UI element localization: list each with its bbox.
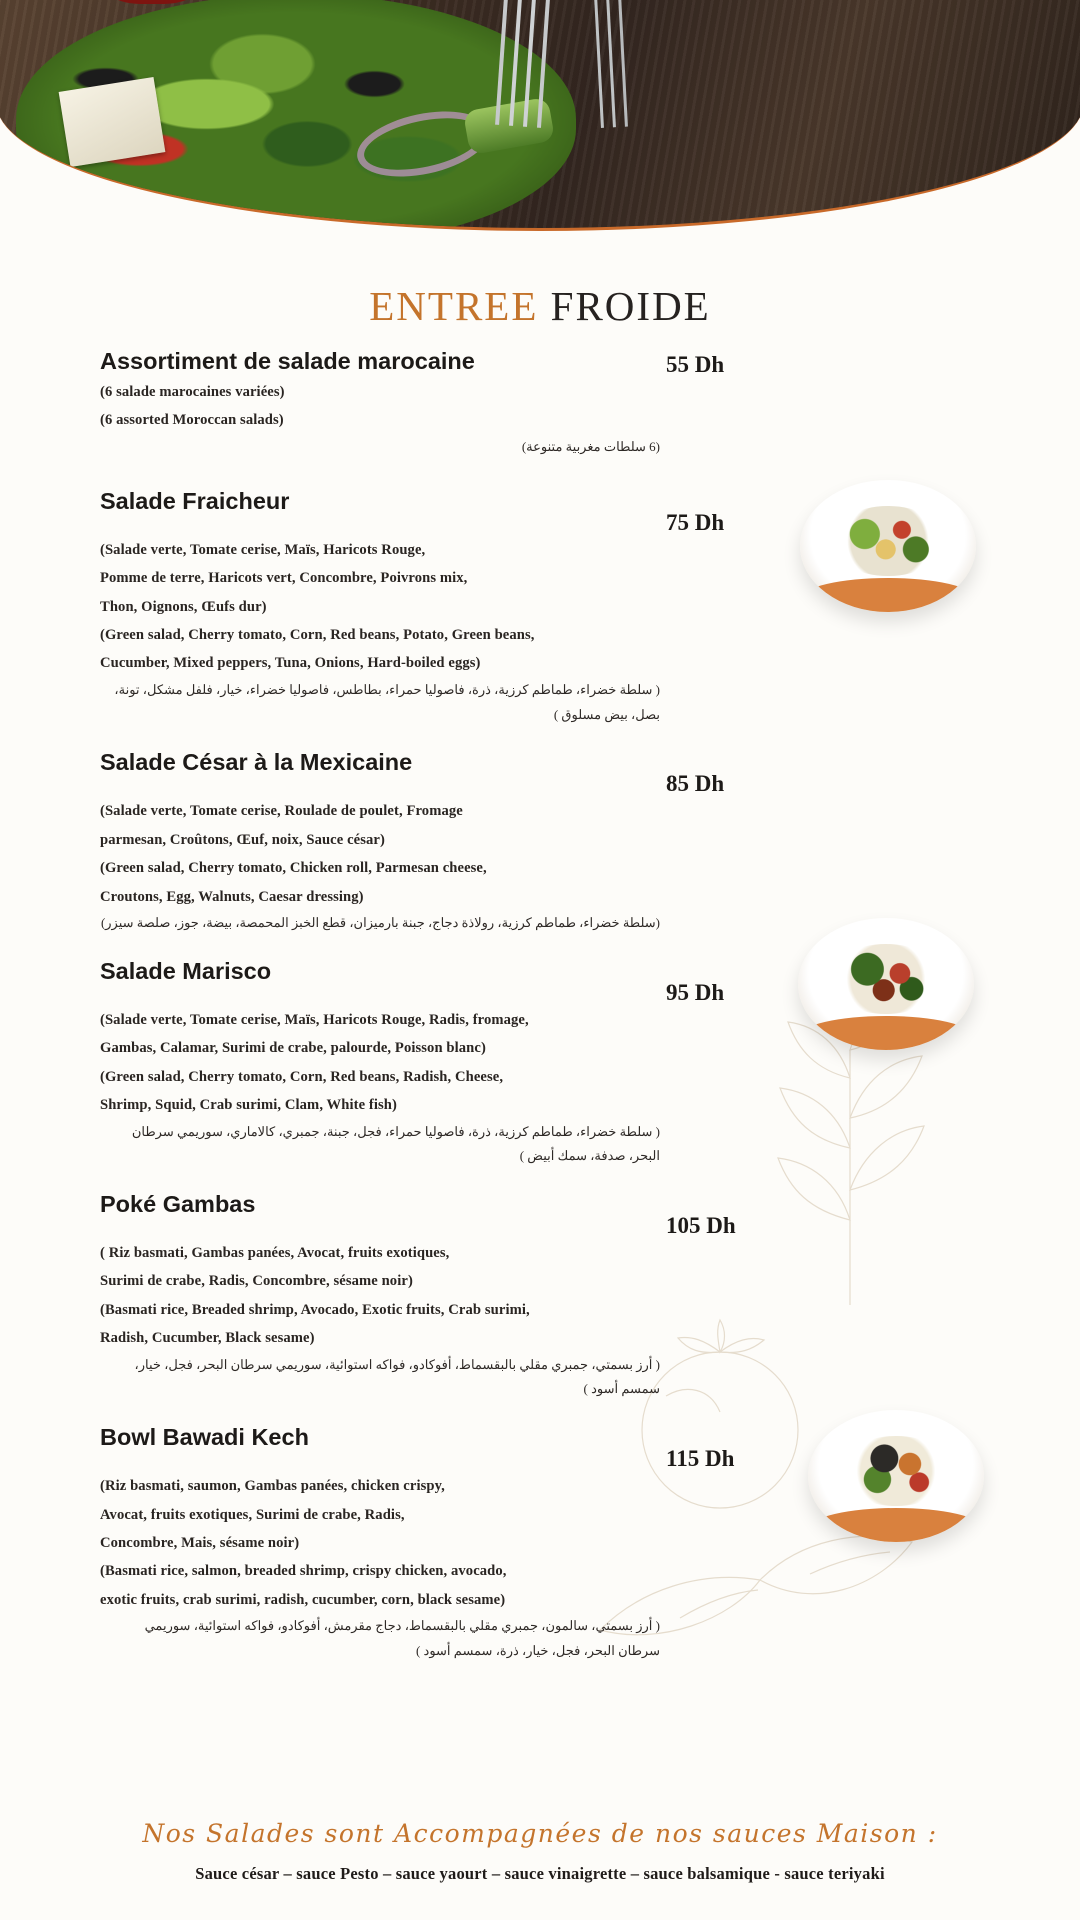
menu-item-description-fr: (Salade verte, Tomate cerise, Maïs, Haricots Rouge,	[100, 541, 426, 558]
page-title	[0, 282, 1080, 330]
menu-item-description-fr: Surimi de crabe, Radis, Concombre, sésame noir)	[100, 1273, 413, 1290]
dish-photo-bowl	[808, 1410, 988, 1550]
menu-item	[100, 749, 980, 936]
menu-item-description-en: Cucumber, Mixed peppers, Tuna, Onions, Hard-boiled eggs)	[100, 655, 481, 672]
menu-item-description-ar: (6 سلطات مغربية متنوعة)	[521, 438, 660, 454]
menu-item-description-en: exotic fruits, crab surimi, radish, cucumber, corn, black sesame)	[100, 1591, 506, 1608]
menu-item-description-fr: ( Riz basmati, Gambas panées, Avocat, fruits exotiques,	[100, 1244, 450, 1261]
menu-item	[100, 1191, 980, 1402]
menu-item-description-fr: parmesan, Croûtons, Œuf, noix, Sauce césar)	[100, 831, 385, 848]
hero-salad-photo	[0, 0, 1080, 231]
menu-item-description-en: Radish, Cucumber, Black sesame)	[100, 1330, 315, 1347]
menu-item	[100, 348, 980, 460]
menu-item-description-en: (6 assorted Moroccan salads)	[100, 412, 284, 429]
menu-item-price: 75 Dh	[666, 509, 725, 535]
menu-item-description-ar: ( أرز بسمتي، سالمون، جمبري مقلي بالبقسماط، دجاج مقرمش، أفوكادو، فواكه استوائية، سوريمي سرطان البحر، فجل، خيار، ذرة، سمسم أسود )	[144, 1618, 660, 1659]
menu-item-name: Salade César à la Mexicaine	[100, 749, 413, 776]
menu-item-description-ar: (سلطة خضراء، طماطم كرزية، رولاذة دجاج، جبنة بارميزان، قطع الخبز المحمصة، بيضة، جوز، صلصة سيزر)	[100, 915, 660, 931]
menu-item-description-en: (Basmati rice, Breaded shrimp, Avocado, Exotic fruits, Crab surimi,	[100, 1301, 530, 1318]
menu-item-name: Assortiment de salade marocaine	[100, 348, 475, 374]
menu-item-name: Salade Fraicheur	[100, 487, 290, 514]
menu-item-description-fr: (Salade verte, Tomate cerise, Roulade de poulet, Fromage	[100, 803, 463, 820]
menu-item-price: 115 Dh	[666, 1446, 735, 1472]
footer	[0, 1819, 1080, 1884]
menu-item-description-fr: (6 salade marocaines variées)	[100, 384, 285, 400]
menu-item-description-fr: (Salade verte, Tomate cerise, Maïs, Haricots Rouge, Radis, fromage,	[100, 1011, 529, 1028]
menu-item-description-en: (Green salad, Cherry tomato, Corn, Red beans, Radish, Cheese,	[100, 1068, 504, 1085]
menu-item-name: Bowl Bawadi Kech	[100, 1424, 309, 1451]
menu-item-description-en: Croutons, Egg, Walnuts, Caesar dressing)	[100, 888, 364, 905]
menu-item-description-en: Shrimp, Squid, Crab surimi, Clam, White fish)	[100, 1097, 397, 1114]
menu-item-price: 85 Dh	[666, 771, 725, 797]
menu-item-price: 55 Dh	[666, 352, 725, 377]
menu-item-name: Poké Gambas	[100, 1190, 256, 1217]
menu-item-description-fr: Pomme de terre, Haricots vert, Concombre, Poivrons mix,	[100, 570, 468, 587]
page-title-second-word: FROIDE	[550, 283, 711, 329]
dish-photo-salade-cesar	[798, 918, 978, 1058]
footer-sauces-line: Sauce césar – sauce Pesto – sauce yaourt – sauce vinaigrette – sauce balsamique - sauce teriyaki	[195, 1864, 885, 1883]
menu-item-description-ar: ( سلطة خضراء، طماطم كرزية، ذرة، فاصوليا حمراء، فجل، جبنة، جمبري، كالاماري، سوريمي سرطان البحر، صدفة، سمك أبيض )	[131, 1123, 660, 1164]
menu-item-description-fr: Concombre, Mais, sésame noir)	[100, 1535, 300, 1552]
menu-item-price: 105 Dh	[666, 1212, 736, 1238]
hero-image-area	[0, 0, 1080, 232]
menu-item-price: 95 Dh	[666, 979, 725, 1005]
menu-item-description-ar: ( سلطة خضراء، طماطم كرزية، ذرة، فاصوليا حمراء، بطاطس، فاصوليا خضراء، خيار، فلفل مشكل، تونة، بصل، بيض مسلوق )	[114, 681, 660, 722]
salad-food-shape	[830, 506, 946, 576]
page-title-first-word: ENTREE	[369, 283, 539, 329]
menu-item-description-fr: Thon, Oignons, Œufs dur)	[100, 598, 267, 615]
feta-cheese-shape	[59, 77, 166, 167]
menu-item-name: Salade Marisco	[100, 957, 272, 984]
footer-script-line: Nos Salades sont Accompagnées de nos sauces Maison :	[142, 1819, 938, 1848]
menu-item-description-en: (Green salad, Cherry tomato, Corn, Red beans, Potato, Green beans,	[100, 626, 535, 643]
salad-food-shape	[828, 944, 944, 1014]
menu-item-description-fr: Avocat, fruits exotiques, Surimi de crabe, Radis,	[100, 1506, 405, 1523]
menu-item-description-fr: Gambas, Calamar, Surimi de crabe, palourde, Poisson blanc)	[100, 1040, 486, 1057]
menu-item-description-ar: ( أرز بسمتي، جمبري مقلي بالبقسماط، أفوكادو، فواكه استوائية، سوريمي سرطان البحر، فجل، خيار، سمسم أسود )	[134, 1356, 660, 1397]
bowl-food-shape	[838, 1436, 954, 1506]
menu-item-description-fr: (Riz basmati, saumon, Gambas panées, chicken crispy,	[100, 1478, 445, 1495]
dish-photo-salade-fraicheur	[800, 480, 980, 620]
menu-item-description-en: (Basmati rice, salmon, breaded shrimp, crispy chicken, avocado,	[100, 1563, 507, 1580]
menu-item-description-en: (Green salad, Cherry tomato, Chicken roll, Parmesan cheese,	[100, 860, 487, 877]
